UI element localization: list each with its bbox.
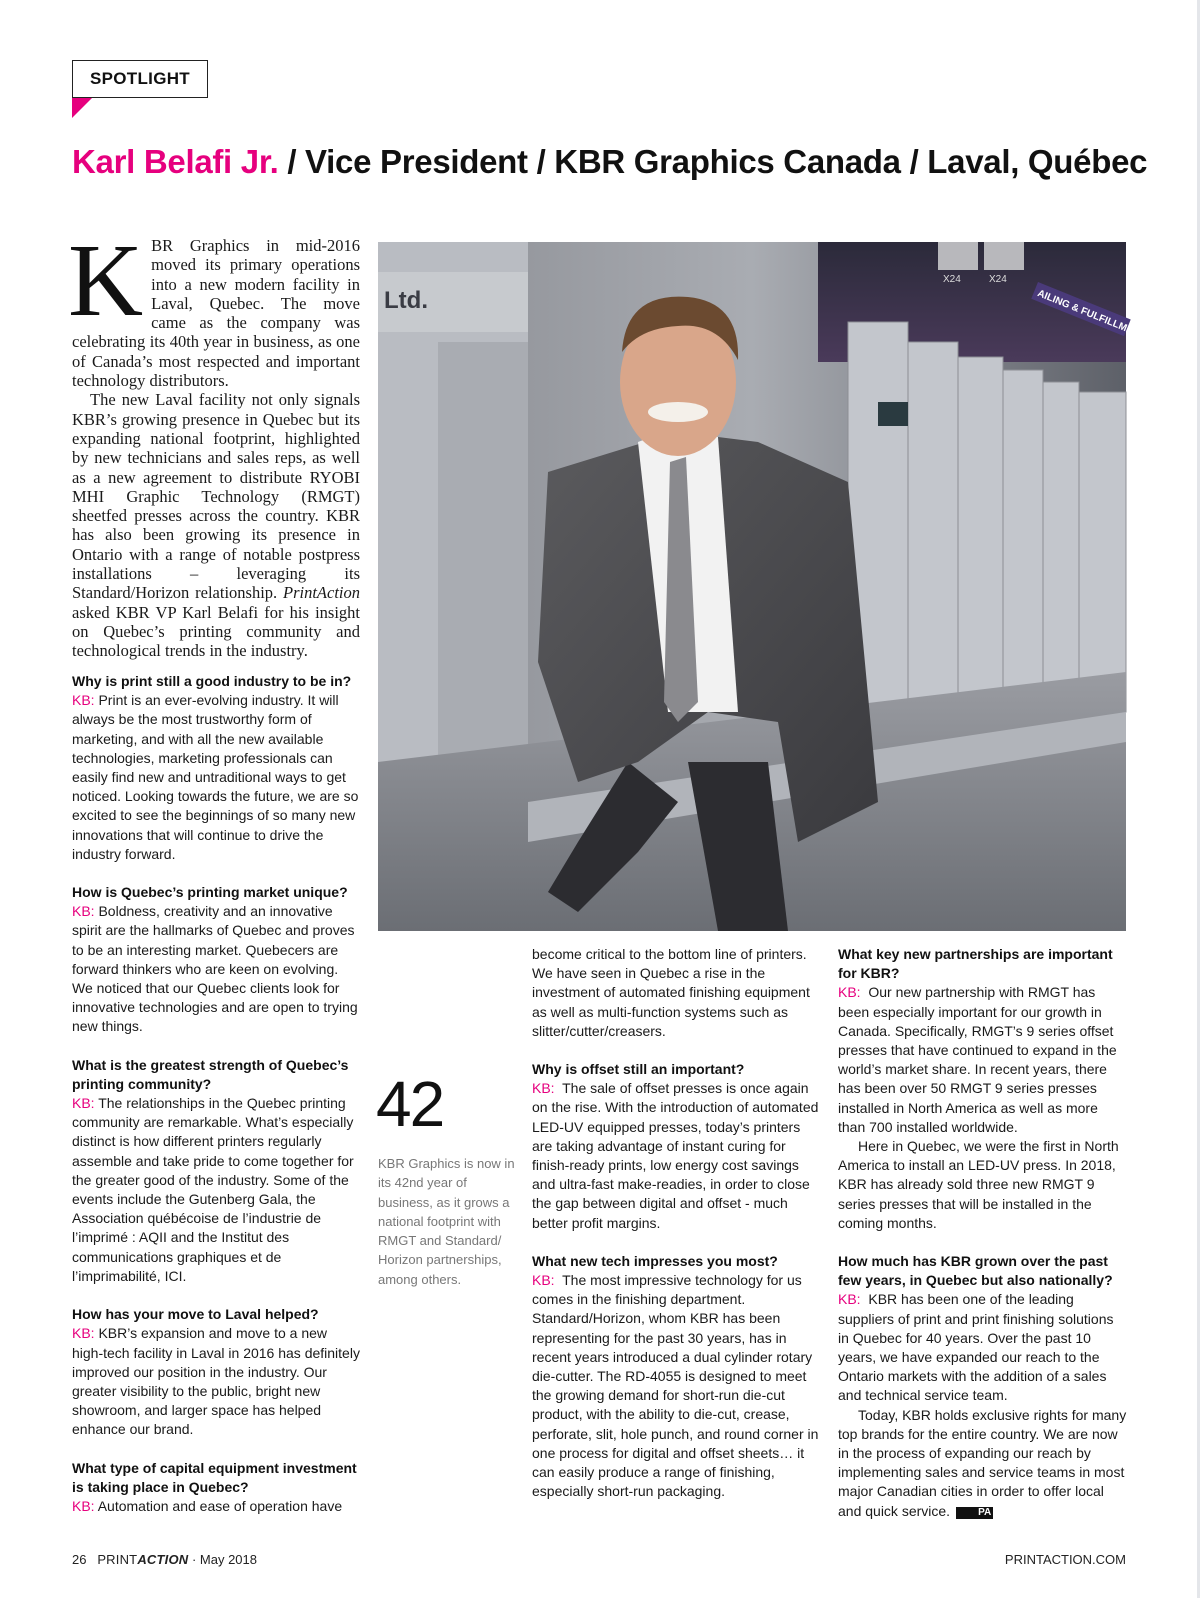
answer-4-text: KBR’s expansion and move to a new high-tech facility in Laval in 2016 has definitely improved our position in the industry. Our greater visibility to the public, bright new showroom, and larger space has helped enhance our brand. [72,1325,360,1438]
brand-print: PRINT [97,1552,138,1567]
portrait-photo [378,242,1147,931]
answer-3 [72,1094,362,1286]
answer-5-continued: become critical to the bottom line of printers. We have seen in Quebec a rise in the investment of automated finishing equipment as well as multi-function systems such as slitter/cutter/creasers. [532,946,810,1039]
kb-label: KB: [532,1272,555,1289]
stat-caption: KBR Graphics is now in its 42nd year of business, as it grows a national footprint with RMGT and Standard/ Horizon partnerships, among others. [378,1156,515,1287]
end-mark-icon: PA [956,1507,993,1519]
kb-label: KB: [532,1080,555,1097]
column-1 [72,672,362,1516]
answer-8 [838,983,1128,1137]
drop-cap: K [68,223,144,338]
intro-paragraph-1 [68,223,360,391]
headline [72,140,1148,184]
answer-7 [532,1271,822,1501]
press-sign-text: Ltd. [384,287,428,314]
question-8: What key new partnerships are important for KBR? [838,946,1113,982]
answer-3-text: The relationships in the Quebec printing community are remarkable. What’s especially distinct is how different printers regularly assemble and take pride to come together for the greater good of the industry. Some of the events include the Gutenberg Gala, the Association québécoise de l’industrie de l’imprimé : AQII and the Institut des communications graphiques et de l’imprimabilité, ICI. [72,1095,354,1284]
answer-8-text: Our new partnership with RMGT has been especially important for our growth in Canada. Specifically, RMGT’s 9 series offset presses that have continued to expand in the world’s market share. In recent years, there has been over 50 RMGT 9 series presses installed in North America as well as more than 700 installed worldwide. [838,984,1117,1135]
answer-5-text: Automation and ease of operation have [97,1497,343,1514]
kb-label: KB: [72,1497,95,1514]
answer-9-paragraph-2-text: Today, KBR holds exclusive rights for many top brands for the entire country. We are now in the process of expanding our reach by implementing sales and service teams in most major Canadian cities in order to offer local and quick service. [838,1406,1127,1519]
answer-1-text: Print is an ever-evolving industry. It will always be the most trustworthy form of marketing, and with all the new available technologies, marketing professionals can easily find new and untraditional ways to get noticed. Looking towards the future, we are so excited to see the beginnings of so many new innovations that will continue to drive the industry forward. [72,692,359,862]
section-tag [72,60,208,98]
press-floor-photo [378,242,1147,931]
headline-title: / Vice President / KBR Graphics Canada / Laval, Québec [278,143,1148,180]
issue-date: · May 2018 [188,1552,257,1567]
section-tag-accent [72,98,92,118]
sign-x24-a: X24 [943,274,961,285]
intro-paragraph-1-text: BR Graphics in mid-2016 moved its primary operations into a new modern facility in Laval, Quebec. The move came as the company was celebrating its 40th year in business, as one of Canada’s most respected and important technology distributors. [72,236,360,391]
answer-7-text: The most impressive technology for us comes in the finishing department. Standard/Horizon, whom KBR has been representing for the past 30 years, has in recent years introduced a dual cylinder rotary die-cutter. The RD-4055 is designed to meet the growing demand for short-run die-cut product, with the ability to die-cut, crease, perforate, slit, hole punch, and round corner in one process for digital and offset sheets… it can easily produce a range of finishing, especially short-run packaging. [532,1272,819,1500]
question-2: How is Quebec’s printing market unique? [72,884,348,901]
answer-5 [72,1497,362,1516]
kb-label: KB: [838,984,861,1001]
answer-9-paragraph-2 [838,1406,1128,1521]
answer-6 [532,1079,822,1233]
question-5: What type of capital equipment investment is taking place in Quebec? [72,1459,357,1495]
intro-paragraph-2-tail: asked KBR VP Karl Belafi for his insight on Quebec’s printing community and technological trends in the industry. [72,602,360,661]
kb-label: KB: [72,903,95,920]
question-3: What is the greatest strength of Quebec’s printing community? [72,1056,349,1092]
column-3 [838,945,1128,1521]
footer-folio [72,1552,257,1567]
page-number: 26 [72,1552,87,1567]
question-6: Why is offset still an important? [532,1061,745,1078]
column-2 [532,945,822,1520]
answer-2-text: Boldness, creativity and an innovative spirit are the hallmarks of Quebec and proves to be an interesting market. Quebecers are forward thinkers who are keen on evolving. We noticed that our Quebec clients look for innovative technologies and are open to trying new things. [72,903,358,1035]
sign-x24-b: X24 [989,274,1007,285]
headline-name: Karl Belafi Jr. [72,143,279,180]
question-1: Why is print still a good industry to be in? [72,673,352,689]
section-tag-label: SPOTLIGHT [90,69,190,88]
answer-9-text: KBR has been one of the leading suppliers of print and print finishing solutions in Quebec for 40 years. Over the past 10 years, we have expanded our reach to the Ontario markets with the addition of a sales and technical service team. [838,1291,1114,1404]
kb-label: KB: [72,692,95,709]
answer-4 [72,1324,362,1439]
question-9: How much has KBR grown over the past few years, in Quebec but also nationally? [838,1253,1113,1289]
kb-label: KB: [72,1095,95,1112]
kb-label: KB: [838,1291,861,1308]
publication-name: PrintAction [283,583,360,603]
intro-paragraph-2-text: The new Laval facility not only signals KBR’s growing presence in Quebec but its expanding national footprint, highlighted by new technicians and sales reps, as well as a new agreement to distribute RYOBI MHI Graphic Technology (RMGT) sheetfed presses across the country. KBR has also been growing its presence in Ontario with a range of notable postpress installations – leveraging its Standard/Horizon relationship. [72,390,360,603]
answer-1 [72,691,362,864]
kb-label: KB: [72,1325,95,1342]
answer-6-text: The sale of offset presses is once again on the rise. With the introduction of automated LED-UV equipped presses, today’s printers are taking advantage of instant curing for finish-ready prints, low energy cost savings and ultra-fast make-readies, in order to close the gap between digital and offset - much better profit margins. [532,1080,819,1231]
brand-action: ACTION [137,1552,189,1567]
stat-number: 42 [376,1068,444,1140]
intro [68,223,360,661]
footer-website[interactable]: PRINTACTION.COM [1004,1552,1126,1567]
question-7: What new tech impresses you most? [532,1252,778,1269]
intro-paragraph-2 [72,390,360,660]
magazine-brand [97,1552,188,1567]
answer-2 [72,902,362,1036]
question-4: How has your move to Laval helped? [72,1306,319,1323]
hall-banner-text: AILING & FULFILLMENT [1035,288,1147,342]
answer-9 [838,1290,1128,1405]
answer-8-paragraph-2: Here in Quebec, we were the first in North America to install an LED-UV press. In 2018, KBR has already sold three new RMGT 9 series presses that will be installed in the coming months. [838,1138,1119,1231]
